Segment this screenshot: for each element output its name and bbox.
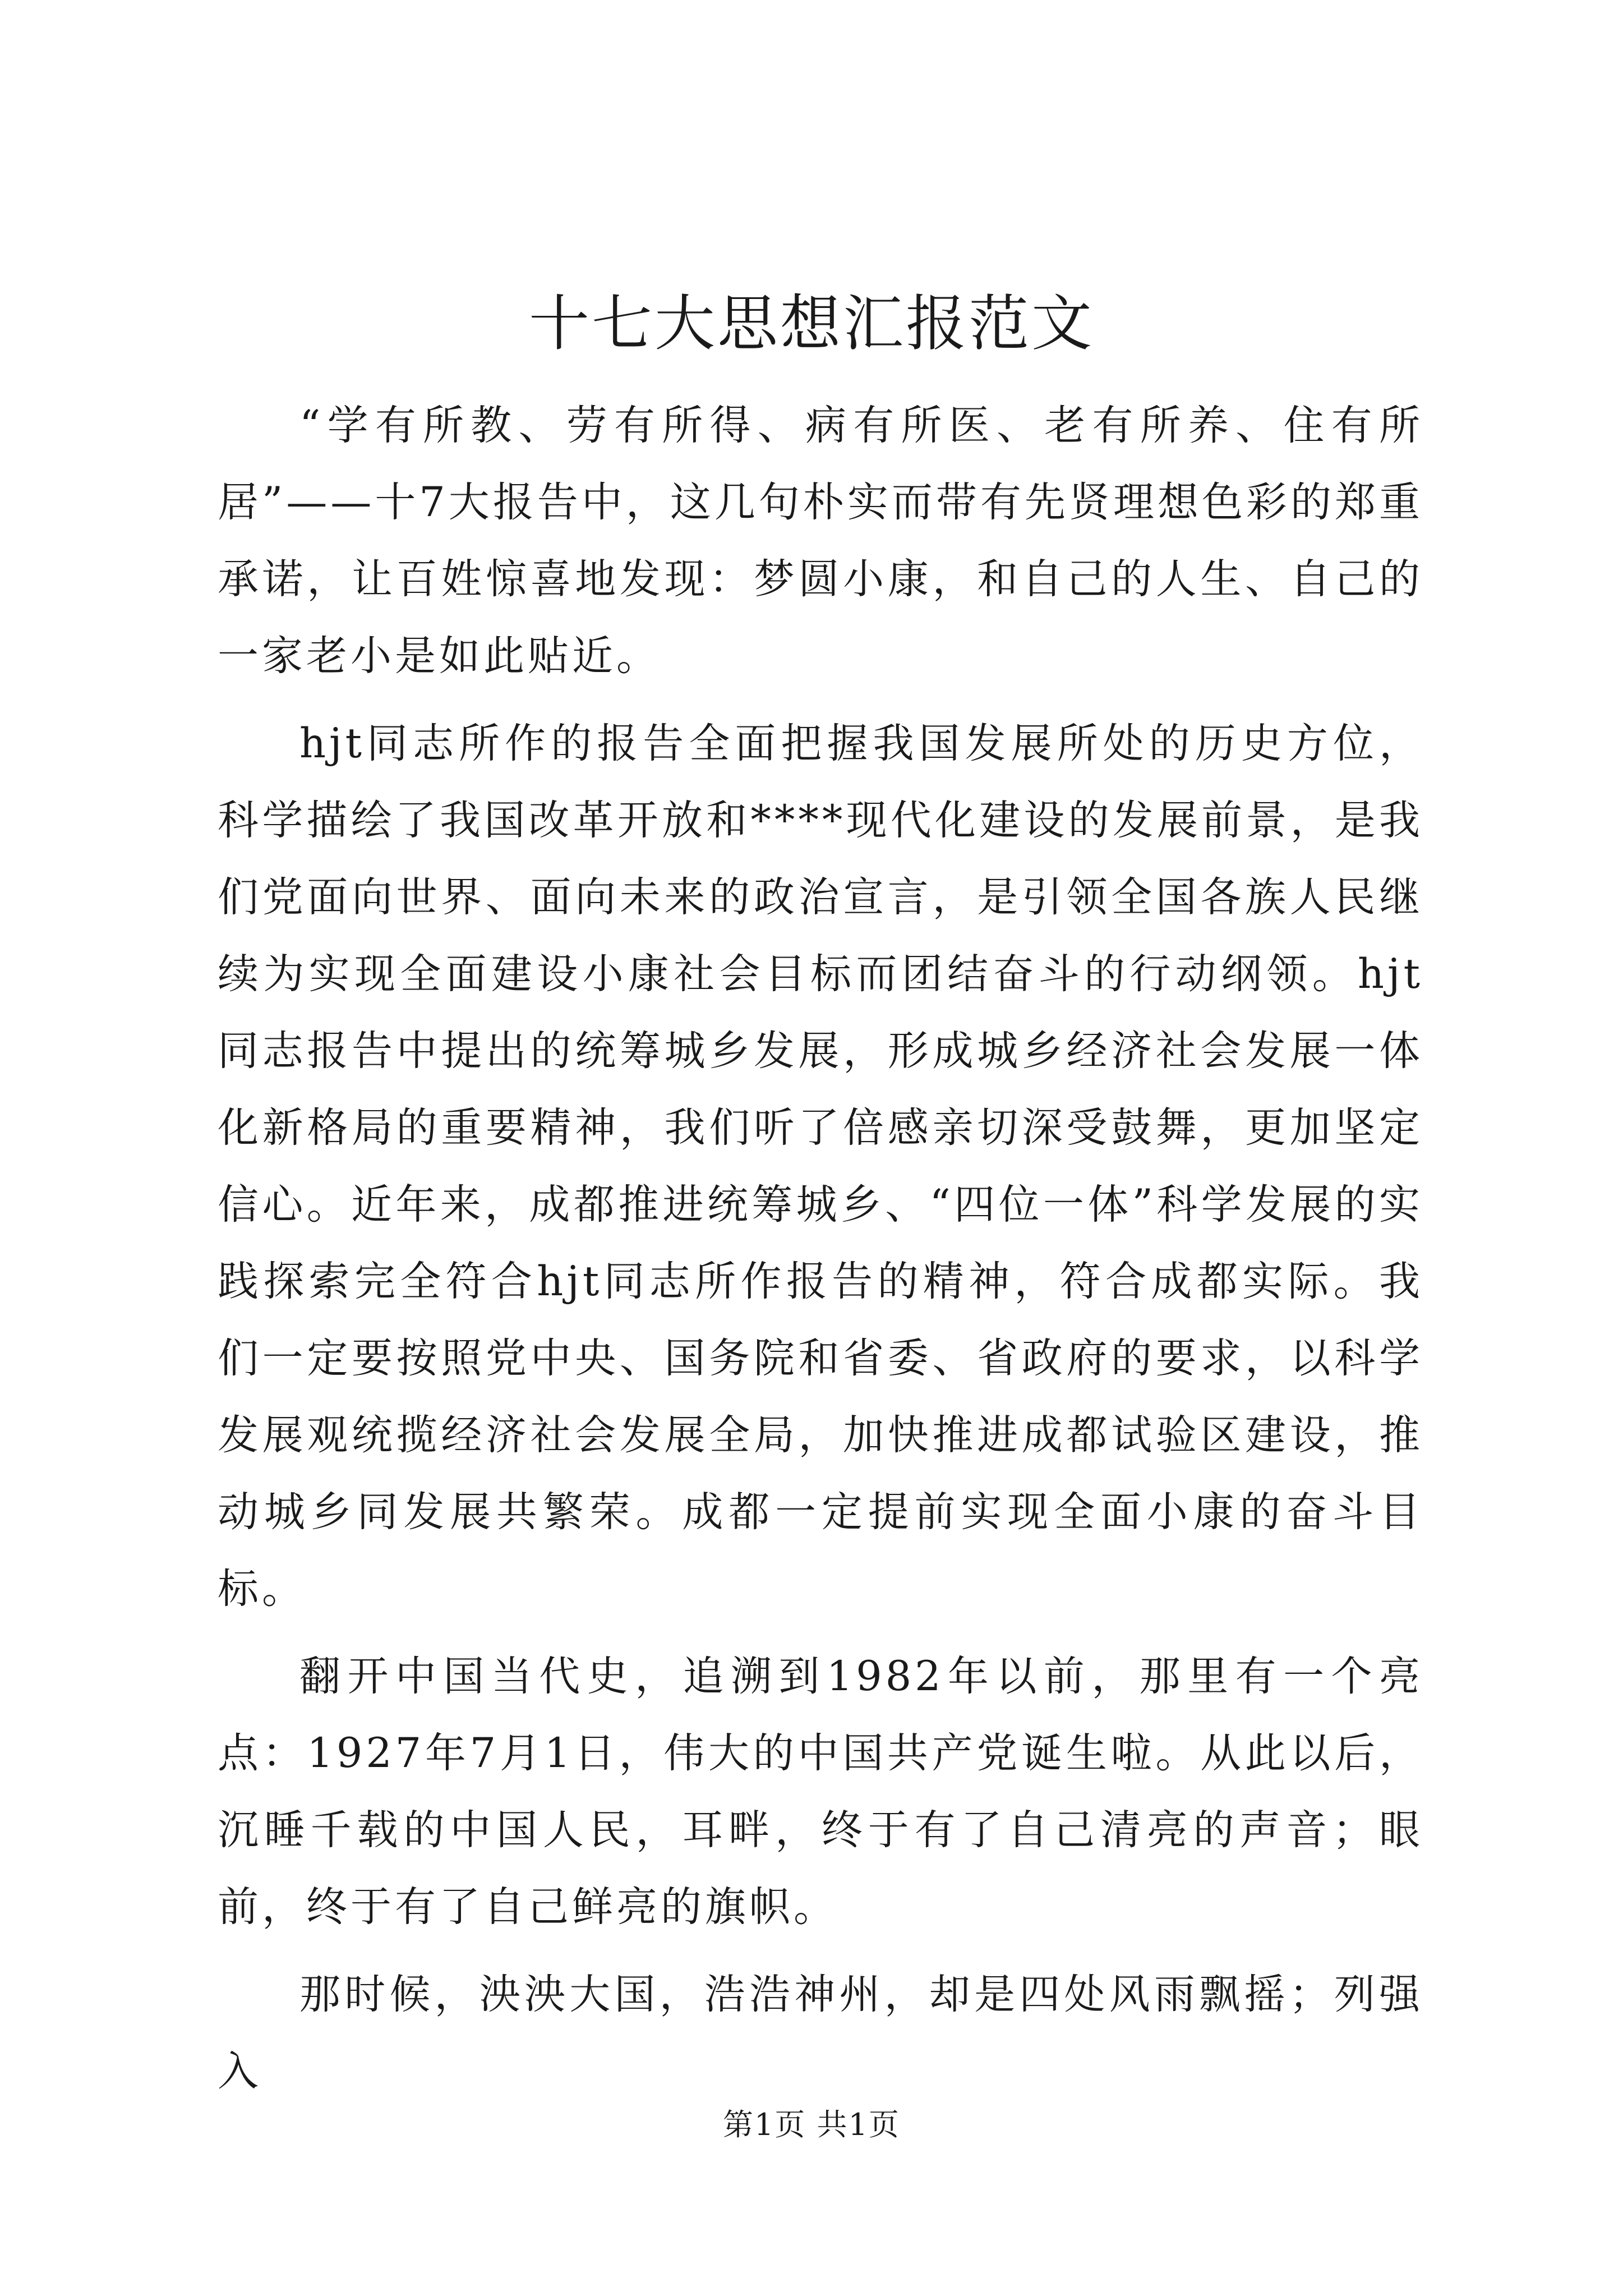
paragraph: 那时候，泱泱大国，浩浩神州，却是四处风雨飘摇；列强入 (218, 1971, 1423, 2095)
page-footer: 第1页 共1页 (723, 2107, 900, 2142)
paragraph: “学有所教、劳有所得、病有所医、老有所养、住有所居”——十7大报告中，这几句朴实而带有先贤理想色彩的郑重承诺，让百姓惊喜地发现：梦圆小康，和自己的人生、自己的一家老小是如此贴近。 (218, 402, 1423, 680)
paragraph: 翻开中国当代史，追溯到1982年以前，那里有一个亮点：1927年7月1日，伟大的中国共产党诞生啦。从此以后，沉睡千载的中国人民，耳畔，终于有了自己清亮的声音；眼前，终于有了自己鲜亮的旗帜。 (218, 1653, 1423, 1931)
document-title: 十七大思想汇报范文 (528, 289, 1094, 359)
document-body (218, 387, 1423, 2110)
paragraph: hjt同志所作的报告全面把握我国发展所处的历史方位，科学描绘了我国改革开放和****现代化建设的发展前景，是我们党面向世界、面向未来的政治宣言，是引领全国各族人民继续为实现全面建设小康社会目标而团结奋斗的行动纲领。hjt同志报告中提出的统筹城乡发展，形成城乡经济社会发展一体化新格局的重要精神，我们听了倍感亲切深受鼓舞，更加坚定信心。近年来，成都推进统筹城乡、“四位一体”科学发展的实践探索完全符合hjt同志所作报告的精神，符合成都实际。我们一定要按照党中央、国务院和省委、省政府的要求，以科学发展观统揽经济社会发展全局，加快推进成都试验区建设，推动城乡同发展共繁荣。成都一定提前实现全面小康的奋斗目标。 (218, 720, 1423, 1613)
